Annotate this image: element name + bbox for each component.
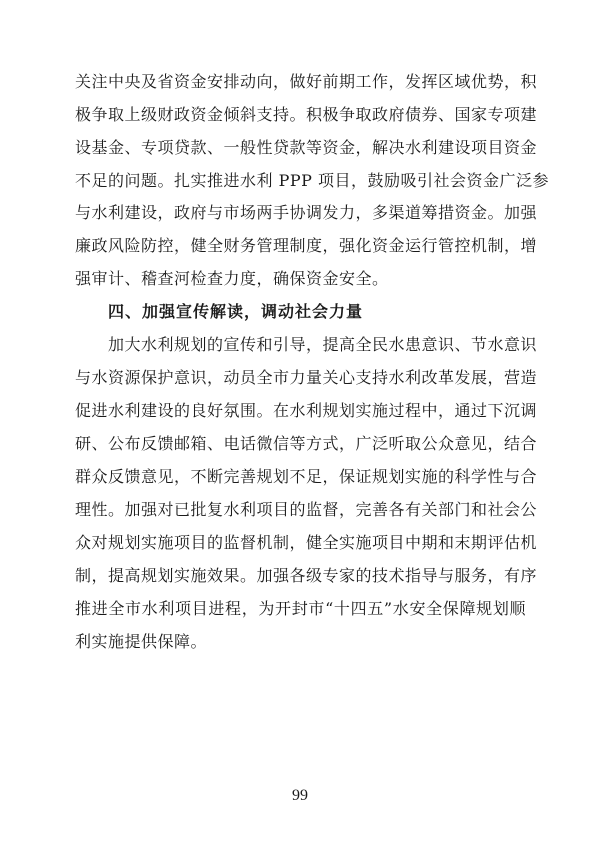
paragraph-2-line-8: 制，提高规划实施效果。加强各级专家的技术指导与服务，有序 <box>75 566 538 585</box>
paragraph-1-line-2: 极争取上级财政资金倾斜支持。积极争取政府债券、国家专项建 <box>75 105 538 124</box>
paragraph-2-line-9: 推进全市水利项目进程，为开封市“十四五”水安全保障规划顺 <box>75 599 526 618</box>
paragraph-2-line-6: 理性。加强对已批复水利项目的监督，完善各有关部门和社会公 <box>75 500 538 519</box>
paragraph-2-line-1: 加大水利规划的宣传和引导，提高全民水患意识、节水意识 <box>108 335 538 354</box>
paragraph-2-line-2: 与水资源保护意识，动员全市力量关心支持水利改革发展，营造 <box>75 368 538 387</box>
paragraph-1-line-6: 廉政风险防控，健全财务管理制度，强化资金运行管控机制，增 <box>75 236 538 255</box>
paragraph-2-line-5: 群众反馈意见，不断完善规划不足，保证规划实施的科学性与合 <box>75 467 538 486</box>
paragraph-2-line-7: 众对规划实施项目的监督机制，健全实施项目中期和末期评估机 <box>75 533 538 552</box>
paragraph-1-line-7: 强审计、稽查河检查力度，确保资金安全。 <box>75 269 389 288</box>
paragraph-2-line-10: 利实施提供保障。 <box>75 632 208 651</box>
paragraph-1-line-3: 设基金、专项贷款、一般性贷款等资金，解决水利建设项目资金 <box>75 138 538 157</box>
paragraph-1-line-1: 关注中央及省资金安排动向，做好前期工作，发挥区域优势，积 <box>75 72 538 91</box>
paragraph-1-line-5: 与水利建设，政府与市场两手协调发力，多渠道筹措资金。加强 <box>75 203 538 222</box>
section-heading: 四、加强宣传解读，调动社会力量 <box>108 302 364 321</box>
paragraph-1-line-4: 不足的问题。扎实推进水利 PPP 项目，鼓励吸引社会资金广泛参 <box>75 171 549 190</box>
paragraph-2-line-4: 研、公布反馈邮箱、电话微信等方式，广泛听取公众意见，结合 <box>75 434 538 453</box>
page-number: 99 <box>292 787 308 804</box>
paragraph-2-line-3: 促进水利建设的良好氛围。在水利规划实施过程中，通过下沉调 <box>75 401 538 420</box>
